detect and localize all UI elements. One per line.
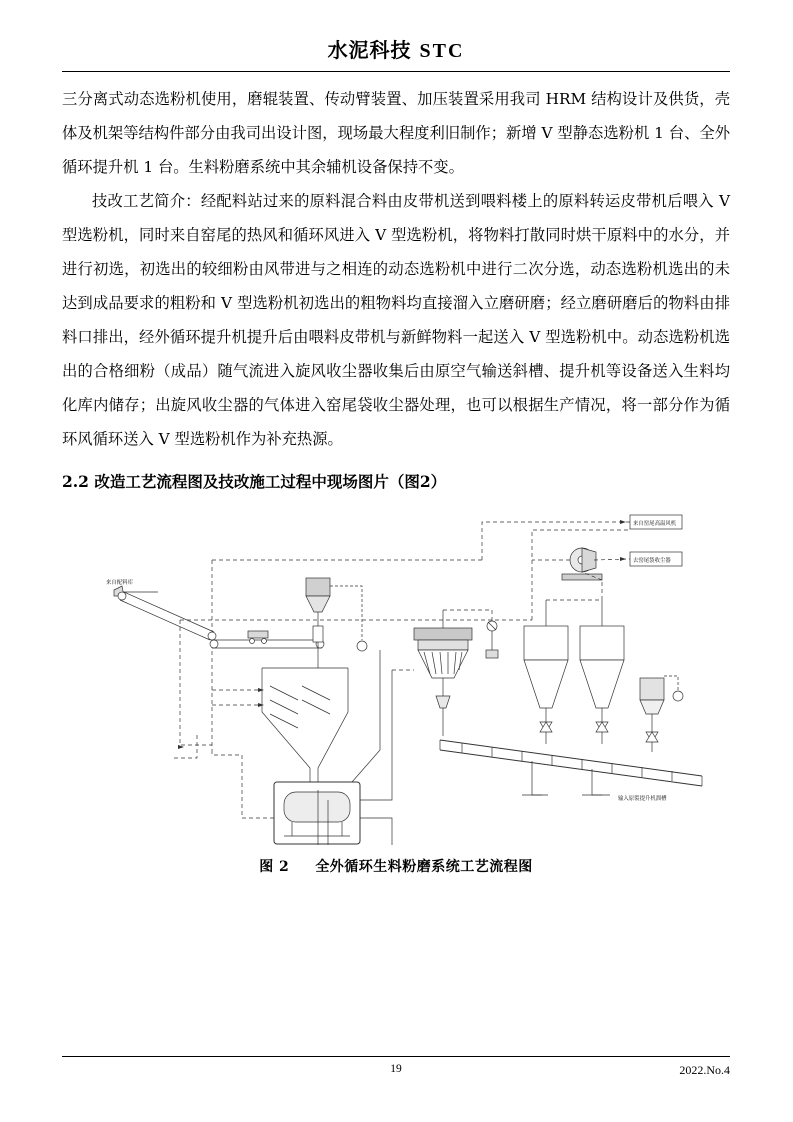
process-flow-diagram <box>62 500 730 850</box>
footer-divider <box>62 1056 730 1057</box>
paragraph-2: 技改工艺简介：经配料站过来的原料混合料由皮带机送到喂料楼上的原料转运皮带机后喂入 V 型选粉机，同时来自窑尾的热风和循环风进入 V 型选粉机，将物料打散同时烘干原料中的水分，并进行初选，初选出的较细粉由风带进与之相连的动态选粉机中进行二次分选，动态选粉机选出的未达到成品要求的粗粉和 V 型选粉机初选出的粗物料均直接溜入立磨研磨；经立磨研磨后的物料由排料口排出，经外循环提升机提升后由喂料皮带机与新鲜物料一起送入 V 型选粉机中。动态选粉机选出的合格细粉（成品）随气流进入旋风收尘器收集后由原空气输送斜槽、提升机等设备送入生料均化库内储存；出旋风收尘器的气体进入窑尾袋收尘器处理，也可以根据生产情况，将一部分作为循环风循环送入 V 型选粉机作为补充热源。 <box>62 192 730 448</box>
journal-title-cn: 水泥科技 <box>327 38 412 62</box>
page-content <box>62 34 730 876</box>
page-footer <box>62 1056 730 1083</box>
label-kiln-bag-filter: 去窑尾袋收尘器 <box>633 558 671 564</box>
section-heading: 2.2 改造工艺流程图及技改施工过程中现场图片（图2） <box>62 472 447 491</box>
figure-caption-title: 全外循环生料粉磨系统工艺流程图 <box>315 859 533 875</box>
issue-number: 2022.No.4 <box>679 1063 730 1077</box>
body-text <box>62 82 730 456</box>
flow-diagram-svg <box>62 500 730 850</box>
figure-caption <box>62 856 730 876</box>
journal-title-latin: STC <box>419 40 465 62</box>
page-header <box>62 34 730 69</box>
page-number: 19 <box>390 1063 402 1075</box>
label-raw-meal-silo: 输入原裂提升机溜槽 <box>618 796 667 802</box>
label-hot-air: 来自窑尾高温风机 <box>633 521 677 527</box>
paragraph-1: 三分离式动态选粉机使用，磨辊装置、传动臂装置、加压装置采用我司 HRM 结构设计及供货，壳体及机架等结构件部分由我司出设计图，现场最大程度利旧制作；新增 V 型静态选粉机 1 台、全外循环提升机 1 台。生料粉磨系统中其余辅机设备保持不变。 <box>62 90 730 176</box>
figure-caption-label: 图 2 <box>259 859 290 875</box>
header-divider <box>62 71 730 72</box>
label-feed-silo: 来自配料库 <box>106 580 133 586</box>
